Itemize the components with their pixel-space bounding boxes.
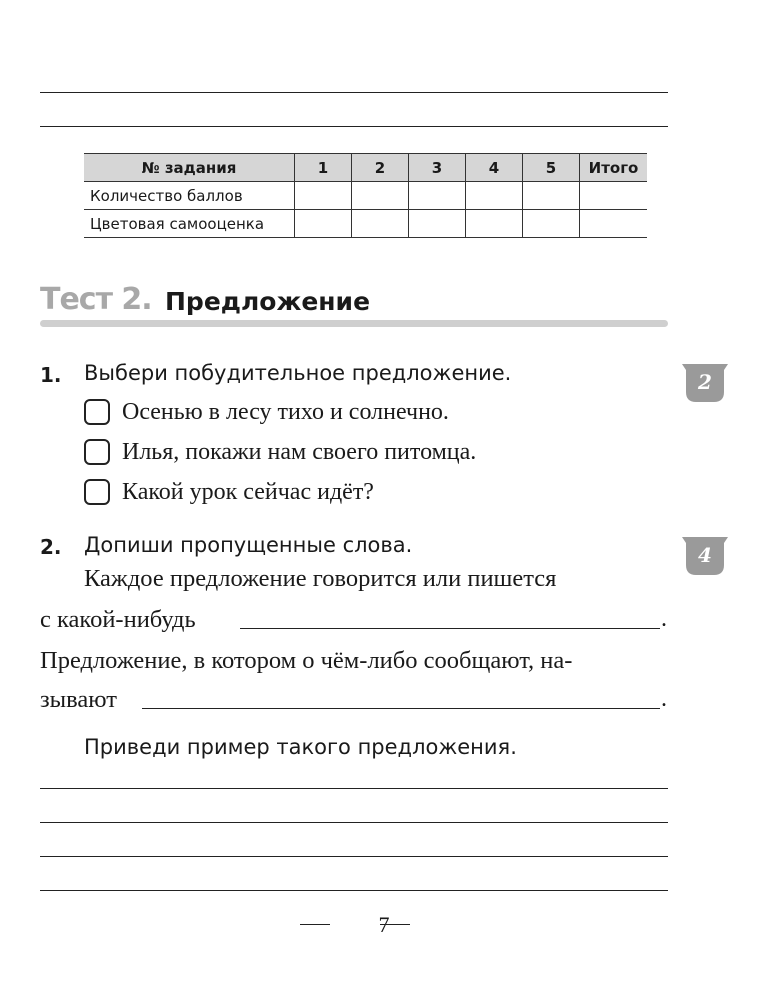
points-value: 2: [698, 370, 712, 394]
score-table-header: [84, 154, 647, 182]
score-row-color: [84, 210, 647, 238]
header-task-5: 5: [523, 154, 580, 182]
answer-line[interactable]: [40, 856, 668, 857]
test-title: Предложение: [165, 287, 371, 316]
answer-line[interactable]: [40, 126, 668, 127]
answer-line[interactable]: [40, 788, 668, 789]
question-1-number: 1.: [40, 363, 62, 387]
answer-option[interactable]: [84, 437, 476, 467]
score-table: [84, 153, 647, 238]
score-cell[interactable]: [295, 210, 352, 238]
period: .: [661, 686, 667, 712]
example-prompt: Приведи пример такого предложения.: [84, 735, 517, 759]
score-cell[interactable]: [409, 210, 466, 238]
header-task-4: 4: [466, 154, 523, 182]
test-number: Тест 2.: [40, 282, 152, 317]
points-badge-q2: [680, 537, 730, 577]
score-cell[interactable]: [352, 182, 409, 210]
option-text: Какой урок сейчас идёт?: [122, 478, 374, 505]
period: .: [661, 606, 667, 632]
answer-line[interactable]: [40, 890, 668, 891]
points-value: 4: [698, 543, 712, 567]
score-cell[interactable]: [466, 182, 523, 210]
paragraph-line-1: Каждое предложение говорится или пишется: [84, 565, 557, 592]
paragraph-line-4: зывают: [40, 686, 117, 713]
fill-in-blank-1[interactable]: [240, 628, 660, 629]
score-cell[interactable]: [466, 210, 523, 238]
checkbox[interactable]: [84, 399, 110, 425]
header-task-2: 2: [352, 154, 409, 182]
option-text: Осенью в лесу тихо и солнечно.: [122, 398, 449, 425]
score-cell[interactable]: [523, 182, 580, 210]
answer-line[interactable]: [40, 92, 668, 93]
header-task-1: 1: [295, 154, 352, 182]
question-2-prompt: Допиши пропущенные слова.: [84, 533, 413, 557]
page-number: 7: [378, 912, 390, 937]
score-cell[interactable]: [580, 210, 648, 238]
row-label-color: Цветовая самооценка: [84, 210, 295, 238]
score-cell[interactable]: [523, 210, 580, 238]
heading-underline: [40, 320, 668, 327]
question-2-number: 2.: [40, 535, 62, 559]
answer-option[interactable]: [84, 397, 449, 427]
option-text: Илья, покажи нам своего питомца.: [122, 438, 477, 465]
checkbox[interactable]: [84, 439, 110, 465]
score-row-points: [84, 182, 647, 210]
row-label-points: Количество баллов: [84, 182, 295, 210]
header-task-3: 3: [409, 154, 466, 182]
score-cell[interactable]: [352, 210, 409, 238]
header-total: Итого: [580, 154, 648, 182]
score-cell[interactable]: [580, 182, 648, 210]
question-1-prompt: Выбери побудительное предложение.: [84, 361, 512, 385]
page-number-dash: [380, 924, 410, 925]
paragraph-line-3: Предложение, в котором о чём-либо сообщают, на-: [40, 647, 573, 674]
header-task-number: № задания: [84, 154, 295, 182]
paragraph-line-2: с какой-нибудь: [40, 606, 196, 633]
checkbox[interactable]: [84, 479, 110, 505]
answer-option[interactable]: [84, 477, 374, 507]
fill-in-blank-2[interactable]: [142, 708, 660, 709]
score-cell[interactable]: [295, 182, 352, 210]
score-cell[interactable]: [409, 182, 466, 210]
test-heading: [40, 282, 371, 317]
answer-line[interactable]: [40, 822, 668, 823]
points-badge-q1: [680, 364, 730, 404]
